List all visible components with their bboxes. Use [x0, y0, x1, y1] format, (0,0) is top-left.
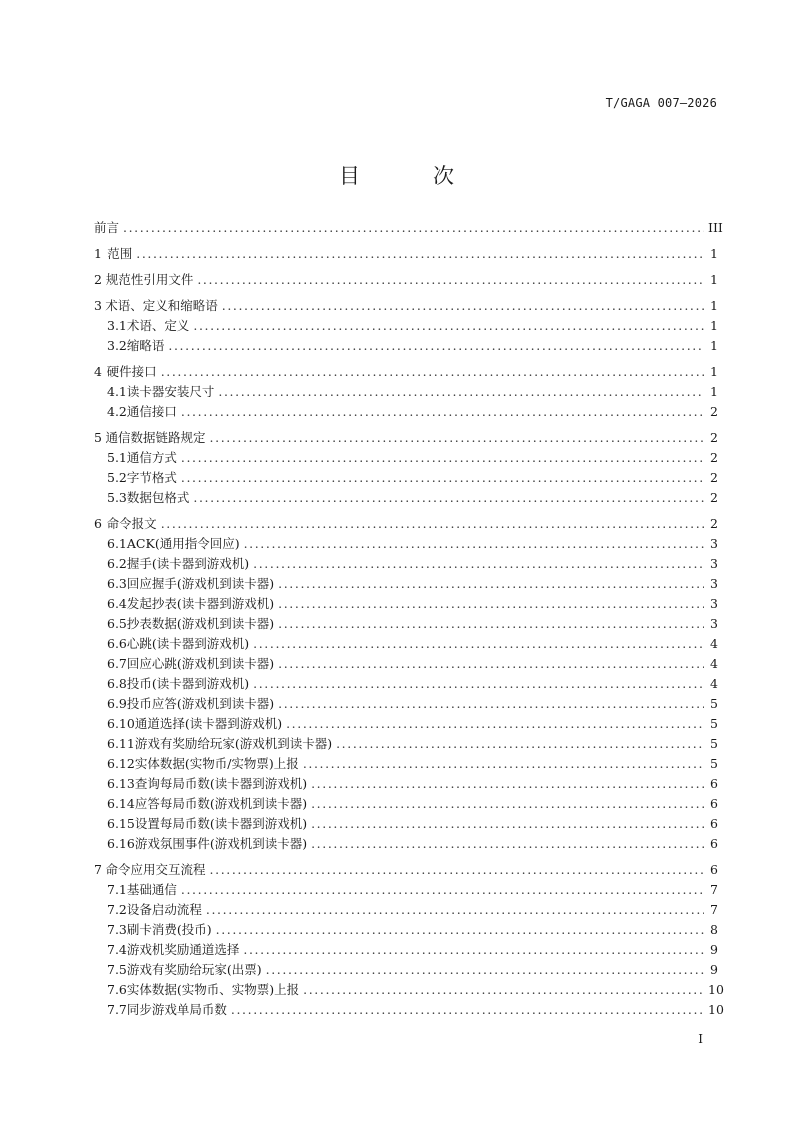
toc-entry-page: 2: [710, 450, 718, 465]
dot-leader: [181, 882, 704, 897]
toc-entry-number: 7.2: [107, 902, 127, 917]
dot-leader: [216, 922, 704, 937]
toc-entry-page: 6: [710, 836, 718, 851]
toc-entry-label: 数据包格式: [126, 490, 190, 505]
toc-entry-number: 7.1: [107, 882, 127, 897]
toc-entry-page: 6: [710, 796, 718, 811]
toc-entry-number: 5.1: [107, 450, 127, 465]
toc-entry-label: 游戏氛围事件(游戏机到读卡器): [134, 836, 308, 851]
toc-entry-number: 7.4: [107, 942, 127, 957]
toc-entry-label: 通信数据链路规定: [105, 430, 206, 445]
toc-entry[interactable]: [94, 814, 718, 834]
toc-entry-page: 4: [710, 656, 718, 671]
toc-entry-page: 9: [710, 942, 718, 957]
toc-entry-page: 8: [710, 922, 718, 937]
toc-entry[interactable]: [94, 1000, 724, 1020]
toc-entry-label: 基础通信: [126, 882, 177, 897]
dot-leader: [243, 942, 704, 957]
toc-entry-page: 2: [710, 470, 718, 485]
dot-leader: [278, 596, 704, 611]
toc-entry-number: 6.7: [107, 656, 127, 671]
toc-entry-number: 6.8: [107, 676, 127, 691]
toc-entry[interactable]: [94, 674, 718, 694]
dot-leader: [311, 836, 704, 851]
toc-entry-page: 4: [710, 676, 718, 691]
toc-entry[interactable]: [94, 488, 718, 508]
toc-entry[interactable]: [94, 940, 718, 960]
toc-entry[interactable]: [94, 336, 718, 356]
toc-entry-number: 6.16: [107, 836, 135, 851]
toc-entry-page: 1: [710, 298, 718, 313]
toc-entry-number: 3: [94, 298, 102, 313]
toc-entry-page: 1: [710, 364, 718, 379]
dot-leader: [303, 756, 704, 771]
toc-entry-page: 6: [710, 862, 718, 877]
toc-entry-label: 字节格式: [126, 470, 177, 485]
toc-entry-number: 5.3: [107, 490, 127, 505]
toc-entry-number: 6.9: [107, 696, 127, 711]
toc-entry[interactable]: [94, 362, 718, 382]
toc-entry[interactable]: [94, 860, 718, 880]
toc-entry[interactable]: [94, 244, 718, 264]
dot-leader: [231, 1002, 704, 1017]
dot-leader: [311, 796, 704, 811]
toc-entry[interactable]: [94, 428, 718, 448]
toc-entry-page: 6: [710, 816, 718, 831]
toc-entry-label: 命令应用交互流程: [105, 862, 206, 877]
dot-leader: [197, 272, 704, 287]
toc-entry-label: 查询每局币数(读卡器到游戏机): [134, 776, 308, 791]
toc-entry-label: ACK(通用指令回应): [126, 536, 240, 551]
toc-entry-number: 6.6: [107, 636, 127, 651]
dot-leader: [206, 902, 704, 917]
toc-entry-label: 读卡器安装尺寸: [126, 384, 215, 399]
toc-entry-page: 7: [710, 882, 718, 897]
toc-entry-number: 5.2: [107, 470, 127, 485]
toc-entry-number: 1: [94, 246, 102, 261]
toc-entry[interactable]: [94, 316, 718, 336]
toc-entry-page: 5: [710, 756, 718, 771]
toc-entry-number: 4.1: [107, 384, 127, 399]
toc-entry-number: 6.5: [107, 616, 127, 631]
dot-leader: [278, 656, 704, 671]
dot-leader: [311, 816, 704, 831]
toc-entry-number: 6.4: [107, 596, 127, 611]
dot-leader: [168, 338, 704, 353]
toc-entry-page: 4: [710, 636, 718, 651]
toc-entry-page: 2: [710, 404, 718, 419]
toc-entry-page: 1: [710, 246, 718, 261]
toc-entry[interactable]: [94, 754, 718, 774]
toc-entry[interactable]: [94, 920, 718, 940]
toc-entry-number: 6.14: [107, 796, 135, 811]
toc-entry-label: 实体数据(实物币/实物票)上报: [134, 756, 299, 771]
toc-entry-number: 6: [94, 516, 102, 531]
toc-entry-page: 3: [710, 536, 718, 551]
dot-leader: [286, 716, 704, 731]
toc-entry-label: 游戏机奖励通道选择: [126, 942, 240, 957]
toc-entry-page: 1: [710, 272, 718, 287]
toc-entry-page: III: [708, 220, 723, 235]
toc-entry-label: 实体数据(实物币、实物票)上报: [126, 982, 300, 997]
toc-entry-label: 同步游戏单局币数: [126, 1002, 227, 1017]
toc-entry[interactable]: [94, 448, 718, 468]
toc-entry-page: 1: [710, 384, 718, 399]
toc-entry-number: 6.12: [107, 756, 135, 771]
toc-entry-label: 回应握手(游戏机到读卡器): [126, 576, 275, 591]
toc-entry[interactable]: [94, 794, 718, 814]
toc-entry[interactable]: [94, 296, 718, 316]
toc-entry-label: 术语、定义: [126, 318, 190, 333]
toc-entry[interactable]: [94, 594, 718, 614]
toc-entry[interactable]: [94, 774, 718, 794]
dot-leader: [278, 696, 704, 711]
dot-leader: [278, 616, 704, 631]
toc-entry-label: 通信方式: [126, 450, 177, 465]
toc-entry[interactable]: [94, 468, 718, 488]
toc-entry-page: 10: [708, 982, 724, 997]
dot-leader: [303, 982, 704, 997]
document-code: T/GAGA 007—2026: [605, 96, 717, 110]
toc-entry-label: 通信接口: [126, 404, 177, 419]
dot-leader: [278, 576, 704, 591]
toc-entry-number: 4: [94, 364, 102, 379]
toc-entry-number: 2: [94, 272, 102, 287]
dot-leader: [193, 318, 704, 333]
toc-entry[interactable]: [94, 654, 718, 674]
toc-entry-label: 游戏有奖励给玩家(游戏机到读卡器): [134, 736, 333, 751]
toc-entry[interactable]: [94, 614, 718, 634]
dot-leader: [181, 404, 704, 419]
toc-entry-label: 刷卡消费(投币): [126, 922, 212, 937]
toc-entry-number: 5: [94, 430, 102, 445]
toc-entry-label: 规范性引用文件: [105, 272, 194, 287]
toc-entry-label: 命令报文: [106, 516, 157, 531]
toc-entry-number: 6.1: [107, 536, 127, 551]
toc-entry-page: 1: [710, 318, 718, 333]
dot-leader: [218, 384, 704, 399]
toc-entry[interactable]: [94, 270, 718, 290]
dot-leader: [210, 862, 704, 877]
dot-leader: [244, 536, 704, 551]
toc-entry-page: 5: [710, 696, 718, 711]
toc-entry[interactable]: [94, 634, 718, 654]
toc-entry-label: 前言: [94, 220, 120, 235]
toc-entry-page: 10: [708, 1002, 724, 1017]
toc-entry-page: 1: [710, 338, 718, 353]
toc-entry-page: 3: [710, 616, 718, 631]
toc-entry-number: 7.6: [107, 982, 127, 997]
toc-entry-number: 3.2: [107, 338, 127, 353]
toc-entry-page: 3: [710, 556, 718, 571]
page-title: 目 次: [339, 164, 480, 188]
dot-leader: [210, 430, 704, 445]
page-number: I: [698, 1032, 703, 1046]
dot-leader: [336, 736, 704, 751]
toc-entry[interactable]: [94, 514, 718, 534]
toc-entry[interactable]: [94, 694, 718, 714]
toc-entry[interactable]: [94, 834, 718, 854]
toc-entry-number: 6.11: [107, 736, 135, 751]
toc-entry-label: 设备启动流程: [126, 902, 202, 917]
dot-leader: [253, 676, 704, 691]
toc-entry[interactable]: [94, 554, 718, 574]
toc-entry-label: 投币应答(游戏机到读卡器): [126, 696, 275, 711]
dot-leader: [193, 490, 704, 505]
toc-entry-number: 7.3: [107, 922, 127, 937]
toc-entry-label: 缩略语: [126, 338, 165, 353]
toc-entry-label: 抄表数据(游戏机到读卡器): [126, 616, 275, 631]
dot-leader: [222, 298, 704, 313]
toc-entry[interactable]: [94, 574, 718, 594]
dot-leader: [161, 516, 704, 531]
toc-entry-number: 7: [94, 862, 102, 877]
toc-entry-page: 5: [710, 716, 718, 731]
dot-leader: [253, 556, 704, 571]
toc-entry-number: 4.2: [107, 404, 127, 419]
dot-leader: [266, 962, 704, 977]
toc-entry-page: 7: [710, 902, 718, 917]
dot-leader: [253, 636, 704, 651]
dot-leader: [181, 450, 704, 465]
toc-entry[interactable]: [94, 734, 718, 754]
toc-entry-page: 6: [710, 776, 718, 791]
toc-entry-label: 通道选择(读卡器到游戏机): [134, 716, 283, 731]
toc-entry-number: 6.10: [107, 716, 135, 731]
toc-entry[interactable]: [94, 402, 718, 422]
toc-entry-page: 5: [710, 736, 718, 751]
toc-entry-page: 3: [710, 596, 718, 611]
dot-leader: [181, 470, 704, 485]
toc-entry-page: 2: [710, 430, 718, 445]
toc-entry[interactable]: [94, 714, 718, 734]
toc-entry-label: 心跳(读卡器到游戏机): [126, 636, 250, 651]
toc-entry-page: 3: [710, 576, 718, 591]
toc-entry-label: 握手(读卡器到游戏机): [126, 556, 250, 571]
toc-entry-number: 7.7: [107, 1002, 127, 1017]
toc-entry-number: 6.13: [107, 776, 135, 791]
toc-entry[interactable]: [94, 900, 718, 920]
toc-entry-page: 9: [710, 962, 718, 977]
toc-entry-number: 3.1: [107, 318, 127, 333]
toc-entry-label: 应答每局币数(游戏机到读卡器): [134, 796, 308, 811]
toc-entry-label: 投币(读卡器到游戏机): [126, 676, 250, 691]
toc-entry[interactable]: [94, 960, 718, 980]
toc-entry-number: 6.15: [107, 816, 135, 831]
toc-entry-label: 发起抄表(读卡器到游戏机): [126, 596, 275, 611]
toc-entry-label: 范围: [107, 246, 133, 261]
toc-entry[interactable]: [94, 382, 718, 402]
toc-entry-label: 设置每局币数(读卡器到游戏机): [134, 816, 308, 831]
toc-entry-number: 6.3: [107, 576, 127, 591]
toc-entry[interactable]: [94, 980, 724, 1000]
toc-entry-label: 游戏有奖励给玩家(出票): [126, 962, 262, 977]
dot-leader: [123, 220, 704, 235]
toc-entry-page: 2: [710, 490, 718, 505]
dot-leader: [161, 364, 704, 379]
toc-entry-label: 硬件接口: [106, 364, 157, 379]
toc-entry[interactable]: [94, 218, 723, 238]
dot-leader: [136, 246, 704, 261]
toc-entry-label: 回应心跳(游戏机到读卡器): [126, 656, 275, 671]
table-of-contents: [94, 218, 724, 1020]
toc-entry-label: 术语、定义和缩略语: [105, 298, 218, 313]
toc-entry-number: 7.5: [107, 962, 127, 977]
dot-leader: [311, 776, 704, 791]
toc-entry[interactable]: [94, 880, 718, 900]
toc-entry-page: 2: [710, 516, 718, 531]
toc-entry[interactable]: [94, 534, 718, 554]
toc-entry-number: 6.2: [107, 556, 127, 571]
